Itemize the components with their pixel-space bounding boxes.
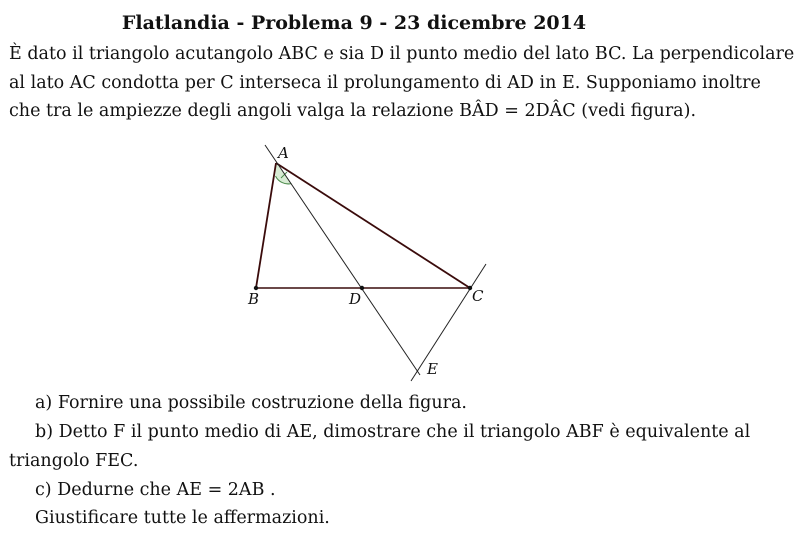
label-d: D bbox=[349, 290, 362, 308]
statement-line-1: È dato il triangolo acutangolo ABC e sia D il punto medio del lato BC. La perpendicolare bbox=[9, 44, 794, 64]
question-c: c) Dedurne che AE = 2AB . bbox=[35, 480, 276, 500]
perpendicular-ce bbox=[411, 264, 486, 381]
side-ab bbox=[256, 163, 276, 288]
question-b-line-2: triangolo FEC. bbox=[9, 451, 139, 471]
line-ae bbox=[265, 145, 420, 375]
closing-instruction: Giustificare tutte le affermazioni. bbox=[35, 508, 330, 528]
question-a: a) Fornire una possibile costruzione della figura. bbox=[35, 393, 467, 413]
page-title: Flatlandia - Problema 9 - 23 dicembre 2014 bbox=[121, 12, 587, 34]
triangle-figure bbox=[0, 135, 708, 385]
label-c: C bbox=[472, 287, 484, 305]
statement-line-3: che tra le ampiezze degli angoli valga la relazione BÂD = 2DÂC (vedi figura). bbox=[9, 101, 697, 121]
problem-statement bbox=[9, 40, 794, 126]
statement-line-2: al lato AC condotta per C interseca il prolungamento di AD in E. Supponiamo inoltre bbox=[9, 72, 761, 93]
question-b-line-1: b) Detto F il punto medio di AE, dimostrare che il triangolo ABF è equivalente al bbox=[35, 422, 751, 442]
label-a: A bbox=[278, 144, 289, 162]
label-b: B bbox=[248, 290, 260, 308]
label-e: E bbox=[427, 360, 438, 378]
side-ac bbox=[276, 163, 470, 288]
